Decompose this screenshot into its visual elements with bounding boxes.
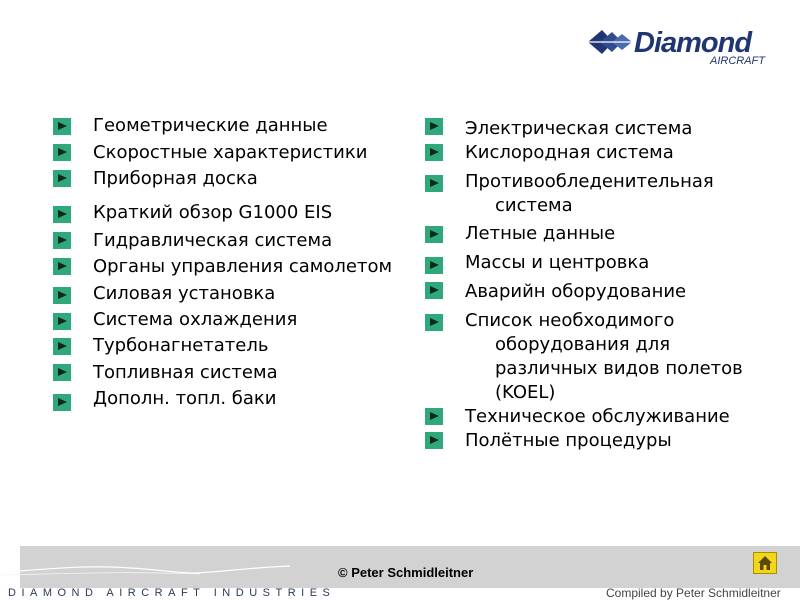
menu-item-label: Летные данные bbox=[465, 223, 616, 244]
menu-item-emergency-equipment[interactable] bbox=[465, 280, 686, 304]
bullet-icon bbox=[53, 232, 71, 249]
menu-item-label: Электрическая система bbox=[465, 118, 693, 139]
menu-item-label: Техническое обслуживание bbox=[465, 406, 730, 427]
menu-item-label: Приборная доска bbox=[93, 168, 258, 189]
menu-item-label: Турбонагнетатель bbox=[93, 335, 269, 356]
menu-item-aux-fuel-tanks[interactable] bbox=[93, 387, 277, 411]
bullet-icon bbox=[53, 364, 71, 381]
menu-item-cooling[interactable] bbox=[93, 308, 297, 332]
menu-item-geometry[interactable] bbox=[93, 114, 328, 138]
menu-item-instrument-panel[interactable] bbox=[93, 167, 258, 191]
menu-item-label: Органы управления самолетом bbox=[93, 256, 393, 277]
menu-item-label: Скоростные характеристики bbox=[93, 142, 368, 163]
menu-item-label: Геометрические данные bbox=[93, 115, 328, 136]
bullet-icon bbox=[53, 206, 71, 223]
menu-item-turbocharger[interactable] bbox=[93, 334, 268, 358]
menu-item-label: Полётные процедуры bbox=[465, 430, 672, 451]
bullet-icon bbox=[53, 287, 71, 304]
menu-item-performance[interactable] bbox=[465, 222, 615, 246]
bullet-icon bbox=[425, 314, 443, 331]
menu-item-label: Список необходимого bbox=[465, 310, 675, 331]
menu-item-label: Силовая установка bbox=[93, 283, 276, 304]
aircraft-outline-icon bbox=[0, 546, 300, 586]
menu-item-koel[interactable] bbox=[465, 309, 743, 405]
diamond-aircraft-logo bbox=[586, 28, 780, 70]
menu-item-label: Краткий обзор G1000 EIS bbox=[93, 202, 333, 223]
menu-item-label: Массы и центровка bbox=[465, 252, 650, 273]
bullet-icon bbox=[425, 144, 443, 161]
menu-item-maintenance[interactable] bbox=[465, 405, 730, 429]
bullet-icon bbox=[425, 226, 443, 243]
home-button[interactable] bbox=[753, 552, 777, 574]
bullet-icon bbox=[53, 144, 71, 161]
menu-item-label: Противообледенительная bbox=[465, 171, 714, 192]
menu-item-electrical[interactable] bbox=[465, 117, 692, 141]
menu-item-oxygen[interactable] bbox=[465, 141, 674, 165]
menu-item-speed[interactable] bbox=[93, 141, 367, 165]
menu-item-label-continuation: оборудования для bbox=[495, 334, 671, 355]
menu-item-mass-balance[interactable] bbox=[465, 251, 649, 275]
bullet-icon bbox=[53, 258, 71, 275]
bullet-icon bbox=[53, 338, 71, 355]
menu-item-label: Топливная система bbox=[93, 362, 278, 383]
menu-item-ice-protection[interactable] bbox=[465, 170, 714, 218]
bullet-icon bbox=[425, 175, 443, 192]
bullet-icon bbox=[425, 257, 443, 274]
menu-item-hydraulic[interactable] bbox=[93, 229, 332, 253]
bullet-icon bbox=[53, 118, 71, 135]
menu-item-flight-controls[interactable] bbox=[93, 255, 392, 279]
footer-company-name: DIAMOND AIRCRAFT INDUSTRIES bbox=[8, 587, 336, 599]
menu-item-label: Кислородная система bbox=[465, 142, 674, 163]
bullet-icon bbox=[53, 170, 71, 187]
menu-item-label-continuation: система bbox=[495, 195, 573, 216]
diamond-logo-icon bbox=[586, 28, 636, 58]
menu-item-fuel-system[interactable] bbox=[93, 361, 278, 385]
menu-item-label-continuation: (KOEL) bbox=[495, 382, 556, 403]
menu-item-label-continuation: различных видов полетов bbox=[495, 358, 743, 379]
menu-item-label: Система охлаждения bbox=[93, 309, 298, 330]
menu-item-label: Аварийн оборудование bbox=[465, 281, 687, 302]
menu-item-flight-procedures[interactable] bbox=[465, 429, 672, 453]
logo-subtitle: AIRCRAFT bbox=[710, 55, 765, 67]
menu-item-powerplant[interactable] bbox=[93, 282, 275, 306]
compiled-by-text: Compiled by Peter Schmidleitner bbox=[606, 586, 781, 600]
bullet-icon bbox=[425, 282, 443, 299]
logo-wordmark: Diamond bbox=[634, 27, 752, 59]
bullet-icon bbox=[425, 118, 443, 135]
bullet-icon bbox=[425, 432, 443, 449]
home-icon bbox=[757, 555, 773, 571]
menu-item-label: Дополн. топл. баки bbox=[93, 388, 277, 409]
bullet-icon bbox=[53, 313, 71, 330]
copyright-text: © Peter Schmidleitner bbox=[338, 565, 474, 580]
menu-item-label: Гидравлическая система bbox=[93, 230, 333, 251]
bullet-icon bbox=[425, 408, 443, 425]
menu-item-g1000-overview[interactable] bbox=[93, 201, 332, 225]
bullet-icon bbox=[53, 394, 71, 411]
